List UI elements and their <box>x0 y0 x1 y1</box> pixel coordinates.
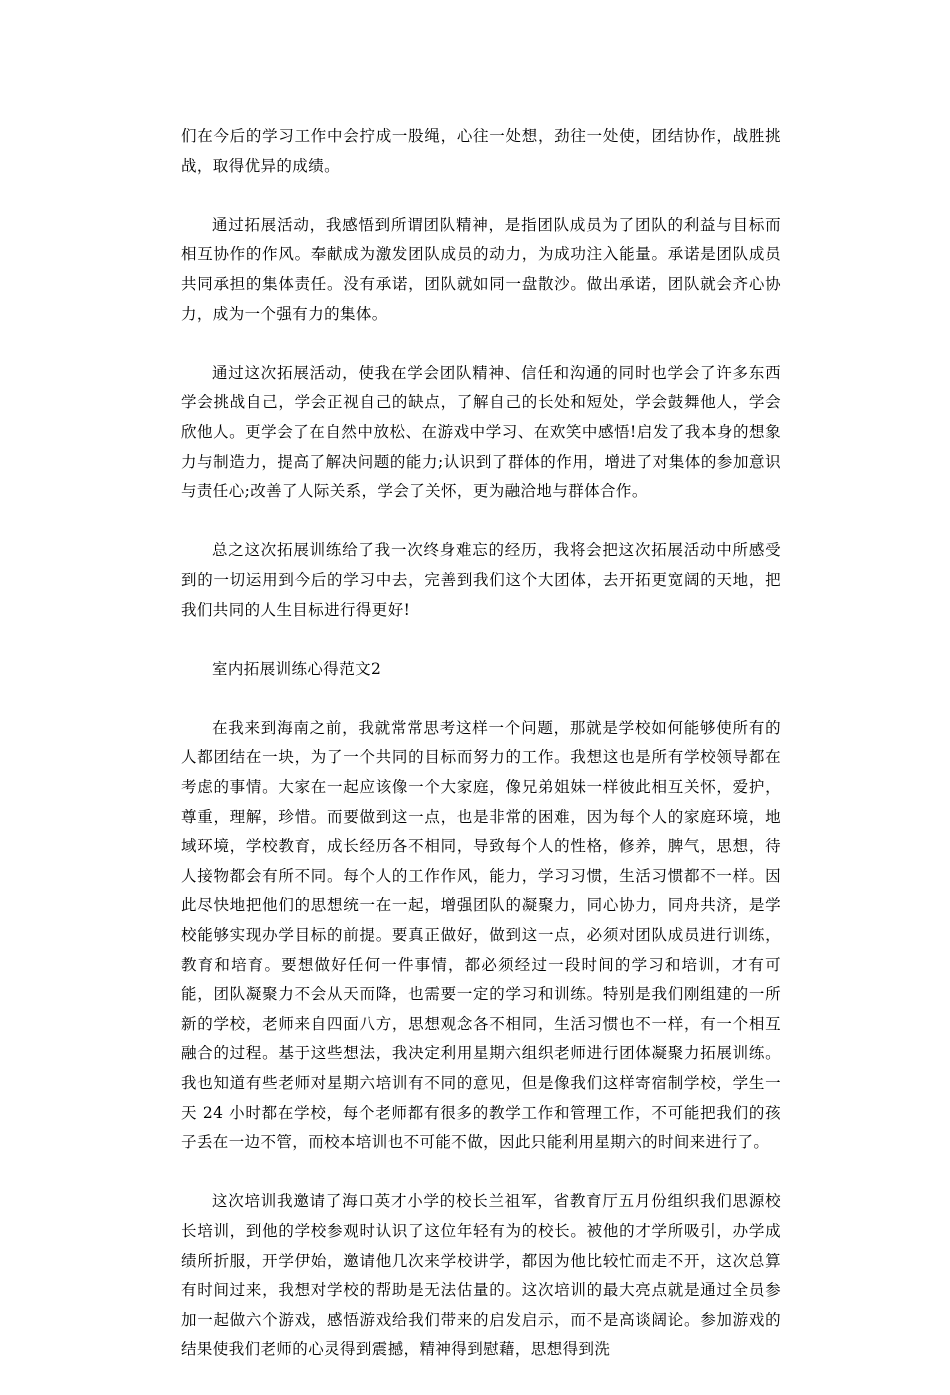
document-page <box>181 122 781 1395</box>
paragraph-2: 通过拓展活动，我感悟到所谓团队精神，是指团队成员为了团队的利益与目标而相互协作的作风。奉献成为激发团队成员的动力，为成功注入能量。承诺是团队成员共同承担的集体责任。没有承诺，团队就如同一盘散沙。做出承诺，团队就会齐心协力，成为一个强有力的集体。 <box>181 215 781 323</box>
section-heading: 室内拓展训练心得范文2 <box>212 659 382 678</box>
paragraph-5: 在我来到海南之前，我就常常思考这样一个问题，那就是学校如何能够使所有的人都团结在一块，为了一个共同的目标而努力的工作。我想这也是所有学校领导都在考虑的事情。大家在一起应该像一个大家庭，像兄弟姐妹一样彼此相互关怀，爱护，尊重，理解，珍惜。而要做到这一点，也是非常的困难，因为每个人的家庭环境，地域环境，学校教育，成长经历各不相同，导致每个人的性格，修养，脾气，思想，待人接物都会有所不同。每个人的工作作风，能力，学习习惯，生活习惯都不一样。因此尽快地把他们的思想统一在一起，增强团队的凝聚力，同心协力，同舟共济，是学校能够实现办学目标的前提。要真正做好，做到这一点，必须对团队成员进行训练，教育和培育。要想做好任何一件事情，都必须经过一段时间的学习和培训，才有可能，团队凝聚力不会从天而降，也需要一定的学习和训练。特别是我们刚组建的一所新的学校，老师来自四面八方，思想观念各不相同，生活习惯也不一样，有一个相互融合的过程。基于这些想法，我决定利用星期六组织老师进行团体凝聚力拓展训练。我也知道有些老师对星期六培训有不同的意见，但是像我们这样寄宿制学校，学生一天 24 小时都在学校，每个老师都有很多的教学工作和管理工作，不可能把我们的孩子丢在一边不管，而校本培训也不可能不做，因此只能利用星期六的时间来进行了。 <box>181 718 781 1152</box>
paragraph-4: 总之这次拓展训练给了我一次终身难忘的经历，我将会把这次拓展活动中所感受到的一切运用到今后的学习中去，完善到我们这个大团体，去开拓更宽阔的天地，把我们共同的人生目标进行得更好! <box>181 541 781 619</box>
paragraph-3: 通过这次拓展活动，使我在学会团队精神、信任和沟通的同时也学会了许多东西学会挑战自己，学会正视自己的缺点，了解自己的长处和短处，学会鼓舞他人，学会欣他人。更学会了在自然中放松、在游戏中学习、在欢笑中感悟!启发了我本身的想象力与制造力，提高了解决问题的能力;认识到了群体的作用，增进了对集体的参加意识与责任心;改善了人际关系，学会了关怀，更为融洽地与群体合作。 <box>181 363 781 501</box>
paragraph-1: 们在今后的学习工作中会拧成一股绳，心往一处想，劲往一处使，团结协作，战胜挑战，取得优异的成绩。 <box>181 127 781 175</box>
paragraph-6: 这次培训我邀请了海口英才小学的校长兰祖军，省教育厅五月份组织我们思源校长培训，到他的学校参观时认识了这位年轻有为的校长。被他的才学所吸引，办学成绩所折服，开学伊始，邀请他几次来学校讲学，都因为他比较忙而走不开，这次总算有时间过来，我想对学校的帮助是无法估量的。这次培训的最大亮点就是通过全员参加一起做六个游戏，感悟游戏给我们带来的启发启示，而不是高谈阔论。参加游戏的结果使我们老师的心灵得到震撼，精神得到慰藉，思想得到洗 <box>181 1192 781 1359</box>
